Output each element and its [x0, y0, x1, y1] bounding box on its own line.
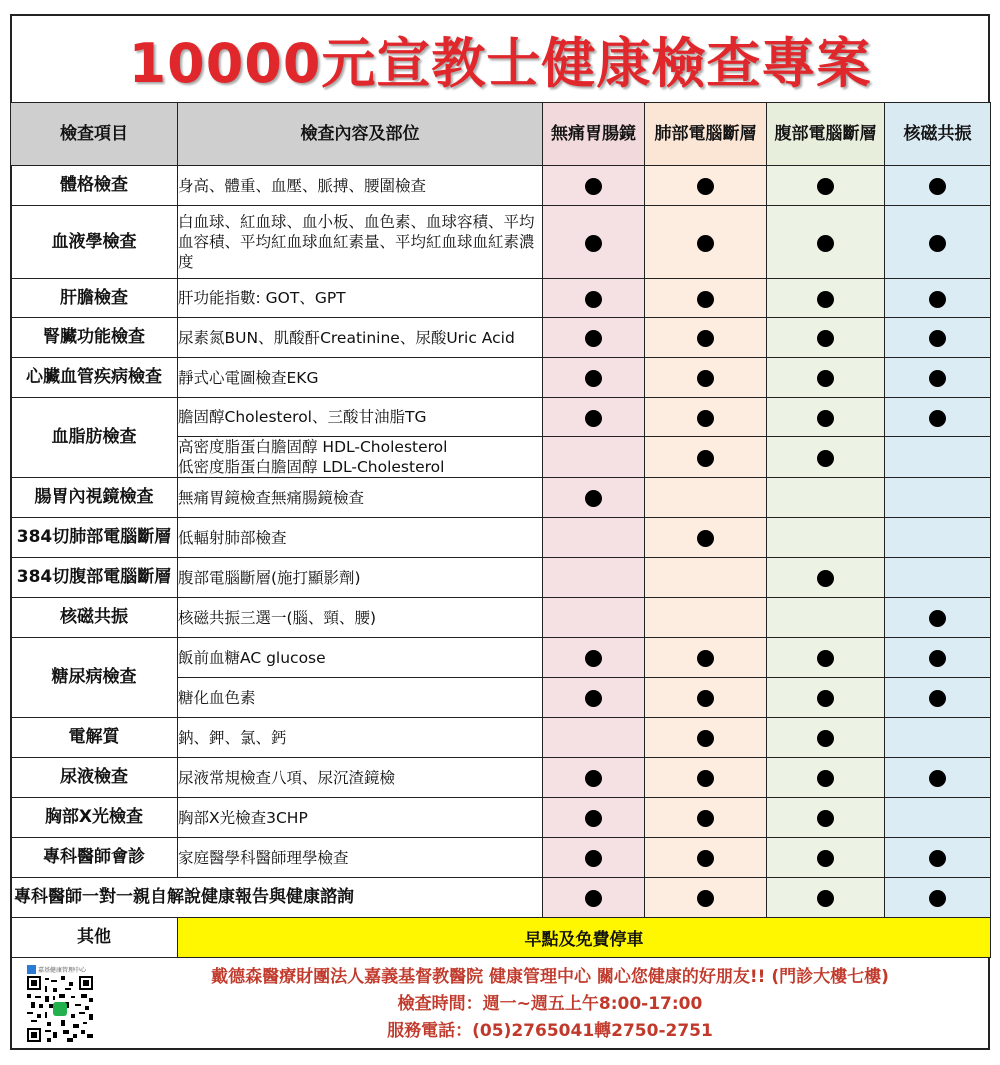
row-item: 血脂肪檢查	[11, 398, 178, 478]
included-dot	[697, 770, 714, 787]
table-row	[11, 918, 991, 958]
table-row	[11, 318, 991, 358]
row-item: 胸部X光檢查	[11, 798, 178, 838]
row-content: 肝功能指數: GOT、GPT	[178, 279, 543, 318]
included-dot	[585, 410, 602, 427]
included-dot	[817, 178, 834, 195]
included-dot	[929, 850, 946, 867]
included-dot	[929, 690, 946, 707]
row-content: 白血球、紅血球、血小板、血色素、血球容積、平均血容積、平均紅血球血紅素量、平均紅血球血紅素濃度	[178, 206, 543, 279]
included-dot	[585, 890, 602, 907]
included-dot	[817, 650, 834, 667]
included-dot	[697, 178, 714, 195]
included-dot	[929, 235, 946, 252]
table-row	[11, 558, 991, 598]
included-dot	[697, 450, 714, 467]
row-content: 靜式心電圖檢查EKG	[178, 358, 543, 398]
included-dot	[929, 178, 946, 195]
included-dot	[585, 850, 602, 867]
table-row	[11, 878, 991, 918]
header-item: 檢查項目	[11, 103, 178, 166]
included-dot	[697, 530, 714, 547]
page-title: 10000元宣教士健康檢查專案	[128, 31, 872, 95]
table-row	[11, 166, 991, 206]
included-dot	[817, 730, 834, 747]
header-col3: 腹部電腦斷層	[767, 103, 885, 166]
included-dot	[697, 235, 714, 252]
row-content: 糖化血色素	[178, 678, 543, 718]
row-item: 專科醫師一對一親自解說健康報告與健康諮詢	[11, 878, 543, 918]
included-dot	[585, 178, 602, 195]
included-dot	[929, 650, 946, 667]
row-item: 尿液檢查	[11, 758, 178, 798]
table-row	[11, 718, 991, 758]
included-dot	[697, 890, 714, 907]
table-row	[11, 638, 991, 678]
row-item: 血液學檢查	[11, 206, 178, 279]
header-col1: 無痛胃腸鏡	[543, 103, 645, 166]
logo-icon	[27, 965, 36, 974]
included-dot	[817, 291, 834, 308]
row-content-line: 高密度脂蛋白膽固醇 HDL-Cholesterol	[178, 438, 448, 456]
table-row	[11, 478, 991, 518]
included-dot	[929, 890, 946, 907]
row-content: 身高、體重、血壓、脈搏、腰圍檢查	[178, 166, 543, 206]
included-dot	[697, 690, 714, 707]
included-dot	[585, 810, 602, 827]
header-col4: 核磁共振	[885, 103, 991, 166]
footer	[11, 958, 989, 1049]
included-dot	[585, 235, 602, 252]
included-dot	[929, 410, 946, 427]
footer-info	[111, 964, 989, 1045]
header-content: 檢查內容及部位	[178, 103, 543, 166]
footer-hospital: 戴德森醫療財團法人嘉義基督教醫院 健康管理中心 關心您健康的好朋友!! (門診大樓七樓)	[211, 967, 889, 987]
included-dot	[817, 370, 834, 387]
row-item: 384切腹部電腦斷層	[11, 558, 178, 598]
row-content: 鈉、鉀、氯、鈣	[178, 718, 543, 758]
table-row	[11, 838, 991, 878]
row-item: 電解質	[11, 718, 178, 758]
row-content	[178, 437, 543, 478]
included-dot	[585, 370, 602, 387]
row-content: 低輻射肺部檢查	[178, 518, 543, 558]
included-dot	[817, 850, 834, 867]
header-col2: 肺部電腦斷層	[645, 103, 767, 166]
included-dot	[929, 291, 946, 308]
included-dot	[697, 810, 714, 827]
included-dot	[697, 291, 714, 308]
row-item: 腎臟功能檢查	[11, 318, 178, 358]
included-dot	[929, 770, 946, 787]
included-dot	[585, 490, 602, 507]
included-dot	[817, 690, 834, 707]
row-content: 家庭醫學科醫師理學檢查	[178, 838, 543, 878]
other-benefits: 早點及免費停車	[178, 918, 991, 958]
table-row	[11, 518, 991, 558]
included-dot	[817, 770, 834, 787]
table-row	[11, 206, 991, 279]
included-dot	[585, 330, 602, 347]
included-dot	[817, 410, 834, 427]
included-dot	[697, 330, 714, 347]
row-content: 飯前血糖AC glucose	[178, 638, 543, 678]
table-row	[11, 758, 991, 798]
row-item: 心臟血管疾病檢查	[11, 358, 178, 398]
included-dot	[697, 850, 714, 867]
table-row	[11, 598, 991, 638]
row-item: 384切肺部電腦斷層	[11, 518, 178, 558]
included-dot	[817, 330, 834, 347]
included-dot	[697, 730, 714, 747]
row-item: 專科醫師會診	[11, 838, 178, 878]
row-content: 無痛胃鏡檢查無痛腸鏡檢查	[178, 478, 543, 518]
footer-phone: 服務電話：(05)2765041轉2750-2751	[387, 1021, 713, 1041]
row-item: 核磁共振	[11, 598, 178, 638]
table-row	[11, 798, 991, 838]
footer-hours: 檢查時間：週一~週五上午8:00-17:00	[397, 994, 703, 1014]
qr-code-icon	[27, 976, 93, 1042]
checkup-table	[10, 102, 991, 958]
row-item: 其他	[11, 918, 178, 958]
included-dot	[585, 291, 602, 308]
row-item: 糖尿病檢查	[11, 638, 178, 718]
included-dot	[929, 370, 946, 387]
included-dot	[817, 890, 834, 907]
table-row	[11, 358, 991, 398]
row-content: 膽固醇Cholesterol、三酸甘油脂TG	[178, 398, 543, 437]
included-dot	[929, 330, 946, 347]
qr-caption: 嘉基健康管理中心	[38, 966, 87, 974]
included-dot	[817, 810, 834, 827]
row-item: 體格檢查	[11, 166, 178, 206]
row-item: 腸胃內視鏡檢查	[11, 478, 178, 518]
row-content: 尿素氮BUN、肌酸酐Creatinine、尿酸Uric Acid	[178, 318, 543, 358]
table-header-row	[11, 103, 991, 166]
row-content: 腹部電腦斷層(施打顯影劑)	[178, 558, 543, 598]
table-row	[11, 279, 991, 318]
row-content: 尿液常規檢查八項、尿沉渣鏡檢	[178, 758, 543, 798]
included-dot	[697, 370, 714, 387]
row-content-line: 低密度脂蛋白膽固醇 LDL-Cholesterol	[178, 458, 445, 476]
row-item: 肝膽檢查	[11, 279, 178, 318]
included-dot	[929, 610, 946, 627]
row-content: 核磁共振三選一(腦、頸、腰)	[178, 598, 543, 638]
table-row	[11, 398, 991, 437]
row-content: 胸部X光檢查3CHP	[178, 798, 543, 838]
included-dot	[817, 570, 834, 587]
qr-code	[27, 962, 99, 1046]
included-dot	[585, 650, 602, 667]
included-dot	[585, 770, 602, 787]
included-dot	[697, 650, 714, 667]
included-dot	[585, 690, 602, 707]
included-dot	[817, 235, 834, 252]
included-dot	[817, 450, 834, 467]
included-dot	[697, 410, 714, 427]
